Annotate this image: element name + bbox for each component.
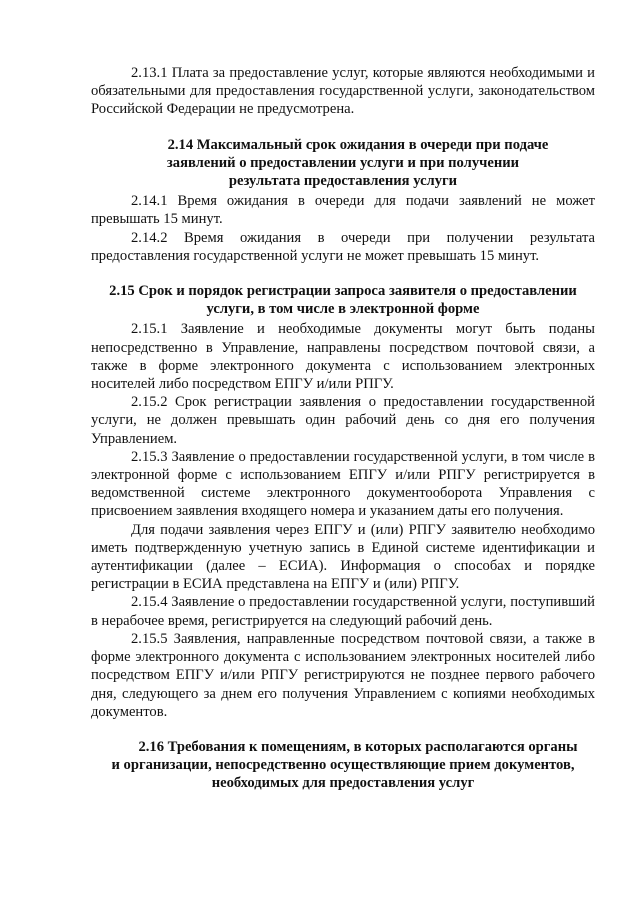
heading-2-16	[91, 738, 595, 793]
paragraph-2-15-1: 2.15.1 Заявление и необходимые документы могут быть поданы непосредственно в Управление, направлены посредством почтовой связи, а также в форме электронного документа с использованием электронных носителей либо посредством ЕПГУ и/или РПГУ.	[91, 321, 595, 393]
heading-2-16-line-3: необходимых для предоставления услуг	[211, 775, 475, 792]
paragraph-2-15-2: 2.15.2 Срок регистрации заявления о предоставлении государственной услуги, не должен превышать один рабочий день со дня его получения Управлением.	[91, 394, 595, 447]
paragraph-2-14-1: 2.14.1 Время ожидания в очереди для подачи заявлений не может превышать 15 минут.	[91, 193, 595, 228]
heading-2-14-line-1: 2.14 Максимальный срок ожидания в очереди при подаче	[167, 136, 549, 153]
heading-2-15-line-1: 2.15 Срок и порядок регистрации запроса заявителя о предоставлении	[109, 283, 577, 300]
paragraph-2-15-5: 2.15.5 Заявления, направленные посредством почтовой связи, а также в форме электронного документа с использованием электронных носителей либо посредством ЕПГУ и/или РПГУ регистрируются не позднее первого рабочего дня, следующего за днем его получения Управлением с копиями необходимых документов.	[91, 630, 595, 720]
paragraph-2-13-1: 2.13.1 Плата за предоставление услуг, которые являются необходимыми и обязательными для предоставления государственной услуги, законодательством Российской Федерации не предусмотрена.	[91, 65, 595, 118]
heading-2-14-line-3: результата предоставления услуги	[228, 173, 458, 190]
heading-2-16-line-2: и организации, непосредственно осуществляющие прием документов,	[111, 757, 575, 774]
paragraph-esia: Для подачи заявления через ЕПГУ и (или) РПГУ заявителю необходимо иметь подтвержденную учетную запись в Единой системе идентификации и аутентификации (далее – ЕСИА). Информация о способах и порядке регистрации в ЕСИА представлена на ЕПГУ и (или) РПГУ.	[91, 521, 595, 593]
paragraph-2-15-4: 2.15.4 Заявление о предоставлении государственной услуги, поступивший в нерабочее время, регистрируется на следующий рабочий день.	[91, 594, 595, 629]
paragraph-2-14-2: 2.14.2 Время ожидания в очереди при получении результата предоставления государственной услуги не может превышать 15 минут.	[91, 229, 595, 264]
heading-2-15	[91, 282, 595, 318]
heading-2-15-line-2: услуги, в том числе в электронной форме	[206, 301, 480, 318]
heading-2-14	[91, 136, 595, 191]
heading-2-16-line-1: 2.16 Требования к помещениям, в которых располагаются органы	[138, 738, 578, 755]
heading-2-14-line-2: заявлений о предоставлении услуги и при получении	[166, 154, 520, 171]
paragraph-2-15-3: 2.15.3 Заявление о предоставлении государственной услуги, в том числе в электронной форме с использованием ЕПГУ и/или РПГУ регистрируется в ведомственной системе электронного документооборота Управления с присвоением заявления входящего номера и указанием даты его получения.	[91, 448, 595, 520]
